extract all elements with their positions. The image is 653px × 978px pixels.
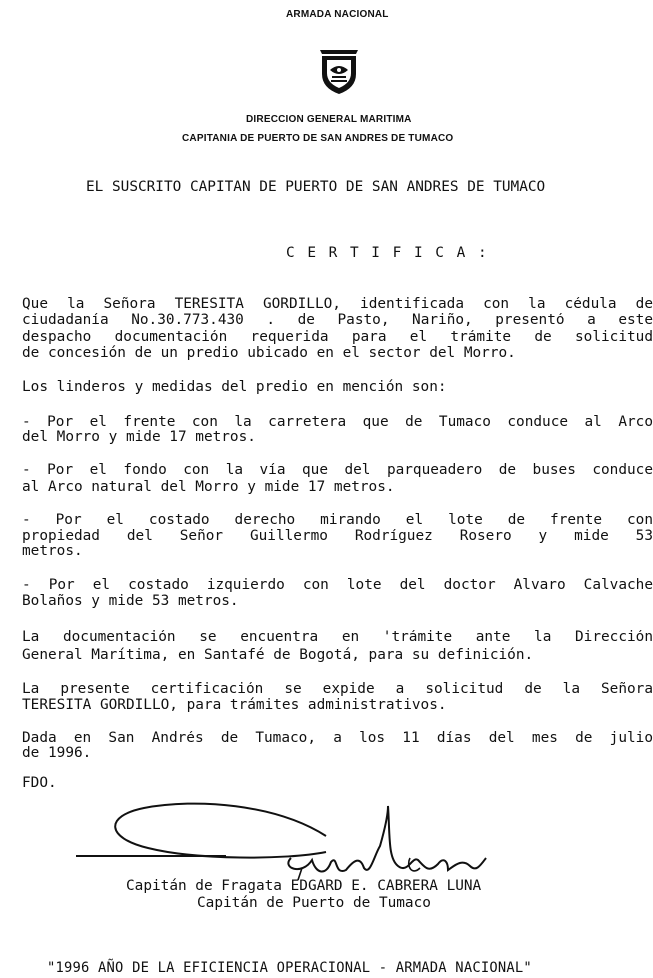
signatory-name: Capitán de Fragata EDGARD E. CABRERA LUNA	[126, 878, 482, 894]
p3-line-2: del Morro y mide 17 metros.	[22, 429, 256, 445]
p8-line-2: TERESITA GORDILLO, para trámites administrativos.	[22, 697, 447, 713]
institution-title: ARMADA NACIONAL	[286, 9, 389, 20]
p7-line-1: La documentación se encuentra en 'trámite ante la Dirección	[22, 630, 653, 645]
fdo-label: FDO.	[22, 775, 57, 791]
footer-motto: "1996 AÑO DE LA EFICIENCIA OPERACIONAL - ARMADA NACIONAL"	[47, 960, 532, 976]
p5-line-3: metros.	[22, 543, 83, 559]
issuer-line: EL SUSCRITO CAPITAN DE PUERTO DE SAN ANDRES DE TUMACO	[86, 179, 546, 195]
handwritten-signature	[76, 796, 496, 886]
p6-line-1: - Por el costado izquierdo con lote del doctor Alvaro Calvache	[22, 578, 653, 593]
p1-line-4: de concesión de un predio ubicado en el sector del Morro.	[22, 345, 516, 361]
p4-line-1: - Por el fondo con la vía que del parqueadero de buses conduce	[22, 463, 653, 478]
certifies-heading: C E R T I F I C A :	[286, 245, 489, 261]
p9-line-2: de 1996.	[22, 745, 92, 761]
p9-line-1: Dada en San Andrés de Tumaco, a los 11 días del mes de julio	[22, 731, 653, 746]
direction-title: DIRECCION GENERAL MARITIMA	[246, 114, 412, 125]
p6-line-2: Bolaños y mide 53 metros.	[22, 593, 239, 609]
p8-line-1: La presente certificación se expide a solicitud de la Señora	[22, 682, 653, 697]
p1-line-2: ciudadanía No.30.773.430 . de Pasto, Nariño, presentó a este	[22, 313, 653, 328]
p7-line-2: General Marítima, en Santafé de Bogotá, para su definición.	[22, 647, 534, 663]
signatory-title: Capitán de Puerto de Tumaco	[197, 895, 431, 911]
p3-line-1: - Por el frente con la carretera que de Tumaco conduce al Arco	[22, 415, 653, 430]
p2-line-1: Los linderos y medidas del predio en mención son:	[22, 379, 447, 395]
captaincy-title: CAPITANIA DE PUERTO DE SAN ANDRES DE TUMACO	[182, 133, 454, 144]
p5-line-1: - Por el costado derecho mirando el lote de frente con	[22, 513, 653, 528]
navy-emblem-icon	[312, 44, 366, 96]
p5-line-2: propiedad del Señor Guillermo Rodríguez Rosero y mide 53	[22, 529, 653, 544]
p1-line-3: despacho documentación requerida para el trámite de solicitud	[22, 330, 653, 345]
p4-line-2: al Arco natural del Morro y mide 17 metros.	[22, 479, 395, 495]
p1-line-1: Que la Señora TERESITA GORDILLO, identificada con la cédula de	[22, 297, 653, 312]
